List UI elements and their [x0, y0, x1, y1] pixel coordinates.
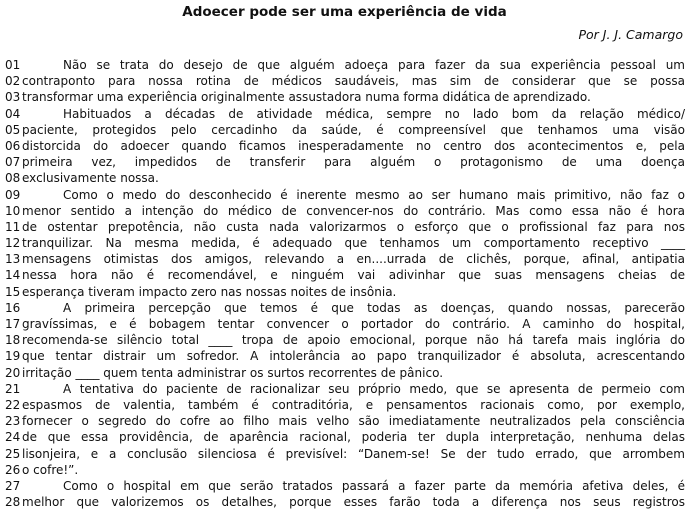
line-text: gravíssimas, e é bobagem tentar convencer o portador do contrário. A caminho do hospital,: [22, 317, 685, 331]
line-number: 22: [5, 397, 21, 412]
line-text: que tentar distrair um sofredor. A intolerância ao papo tranquilizador é absoluta, acrescentando: [22, 349, 685, 364]
text-line: [0, 478, 689, 494]
text-line: [0, 89, 689, 105]
line-number: 21: [5, 381, 21, 396]
text-line: [0, 203, 689, 219]
text-line: [0, 235, 689, 251]
line-text: melhor que valorizemos os detalhes, porque esses farão toda a diferença nos seus registros: [22, 495, 685, 510]
line-text: distorcida do adoecer quando ficamos inesperadamente no centro dos acontecimentos e, pela: [22, 138, 685, 153]
text-line: [0, 138, 689, 154]
text-line: [0, 446, 689, 462]
line-text: nessa hora não é recomendável, e ninguém vai adivinhar que suas mensagens cheias de: [22, 268, 685, 283]
line-number: 15: [5, 284, 21, 299]
line-number: 25: [5, 446, 21, 461]
line-number: 23: [5, 414, 21, 429]
line-text: fornecer o segredo do cofre ao filho mais velho são imediatamente neutralizados pela consciência: [22, 414, 685, 429]
line-number: 05: [5, 122, 21, 137]
text-line: [0, 462, 689, 478]
text-line: [0, 429, 689, 445]
line-number: 17: [5, 317, 21, 331]
line-text: primeira vez, impedidos de transferir para alguém o protagonismo de uma doença: [22, 155, 685, 170]
text-line: [0, 332, 689, 348]
text-line: [0, 251, 689, 267]
line-text: transformar uma experiência originalmente assustadora numa forma didática de aprendizado.: [22, 90, 591, 105]
text-line: [0, 73, 689, 89]
text-line: [0, 154, 689, 170]
line-text: Como o hospital em que serão tratados passará a fazer parte da memória afetiva deles, é: [63, 478, 685, 493]
line-number: 28: [5, 495, 21, 510]
text-line: [0, 300, 689, 316]
line-number: 03: [5, 90, 21, 105]
line-text: exclusivamente nossa.: [22, 171, 159, 186]
text-line: [0, 284, 689, 300]
line-number: 19: [5, 349, 21, 364]
text-line: [0, 365, 689, 381]
line-text: de ostentar prepotência, não custa nada valorizarmos o esforço que o profissional faz para nos: [22, 219, 685, 234]
line-number: 18: [5, 333, 21, 348]
line-number: 14: [5, 268, 21, 283]
line-number: 27: [5, 478, 21, 493]
text-line: [0, 267, 689, 283]
document-title: Adoecer pode ser uma experiência de vida: [182, 4, 507, 20]
line-number: 26: [5, 462, 21, 477]
line-number: 20: [5, 365, 21, 380]
text-line: [0, 219, 689, 235]
line-number: 24: [5, 430, 21, 445]
line-number: 08: [5, 171, 21, 186]
line-text: o cofre!”.: [22, 462, 79, 477]
text-line: [0, 348, 689, 364]
text-line: [0, 494, 689, 510]
line-text: menor sentido a intenção do médico de convencer-nos do contrário. Mas como essa não é hora: [22, 203, 685, 218]
text-line: [0, 397, 689, 413]
line-number: 01: [5, 58, 21, 72]
line-number: 12: [5, 236, 21, 251]
line-number: 13: [5, 252, 21, 267]
line-text: contraponto para nossa rotina de médicos saudáveis, mas sim de considerar que se possa: [22, 74, 685, 89]
line-text: Habituados a décadas de atividade médica, sempre no lado bom da relação médico/: [63, 106, 685, 121]
text-line: [0, 413, 689, 429]
line-number: 11: [5, 219, 21, 234]
line-number: 09: [5, 187, 21, 202]
line-text: irritação ____ quem tenta administrar os surtos recorrentes de pânico.: [22, 365, 444, 380]
text-line: [0, 122, 689, 138]
line-number: 02: [5, 74, 21, 89]
line-text: Não se trata do desejo de que alguém adoeça para fazer da sua experiência pessoal um: [63, 58, 685, 72]
line-text: tranquilizar. Na mesma medida, é adequado que tenhamos um comportamento receptivo ____: [22, 236, 685, 251]
line-text: espasmos de valentia, também é contraditória, e pensamentos racionais como, por exemplo,: [22, 397, 685, 412]
line-number: 04: [5, 106, 21, 121]
line-text: Como o medo do desconhecido é inerente mesmo ao ser humano mais primitivo, não faz o: [63, 187, 685, 202]
line-number: 16: [5, 300, 21, 315]
text-line: [0, 57, 689, 73]
text-line: [0, 106, 689, 122]
byline: Por J. J. Camargo: [578, 27, 683, 42]
line-number: 10: [5, 203, 21, 218]
line-text: esperança tiveram impacto zero nas nossas noites de insônia.: [22, 284, 397, 299]
line-text: A primeira percepção que temos é que todas as doenças, quando nossas, parecerão: [63, 300, 685, 315]
text-line: [0, 316, 689, 332]
line-text: mensagens otimistas dos amigos, relevando a en....urrada de clichês, porque, afinal, antipatia: [22, 252, 685, 267]
line-text: de que essa providência, de aparência racional, poderia ter dupla interpretação, nenhuma delas: [22, 430, 685, 445]
line-text: paciente, protegidos pelo cercadinho da saúde, é compreensível que tenhamos uma visão: [22, 122, 685, 137]
line-number: 07: [5, 155, 21, 170]
text-body: [0, 57, 689, 510]
line-text: A tentativa do paciente de racionalizar seu próprio medo, que se apresenta de permeio com: [63, 381, 685, 396]
line-text: lisonjeira, e a conclusão silenciosa é previsível: “Danem-se! Se der tudo errado, que arrombem: [22, 446, 685, 461]
text-line: [0, 187, 689, 203]
text-line: [0, 381, 689, 397]
line-number: 06: [5, 138, 21, 153]
text-line: [0, 170, 689, 186]
line-text: recomenda-se silêncio total ____ tropa de apoio emocional, porque não há tarefa mais inglória do: [22, 333, 685, 348]
